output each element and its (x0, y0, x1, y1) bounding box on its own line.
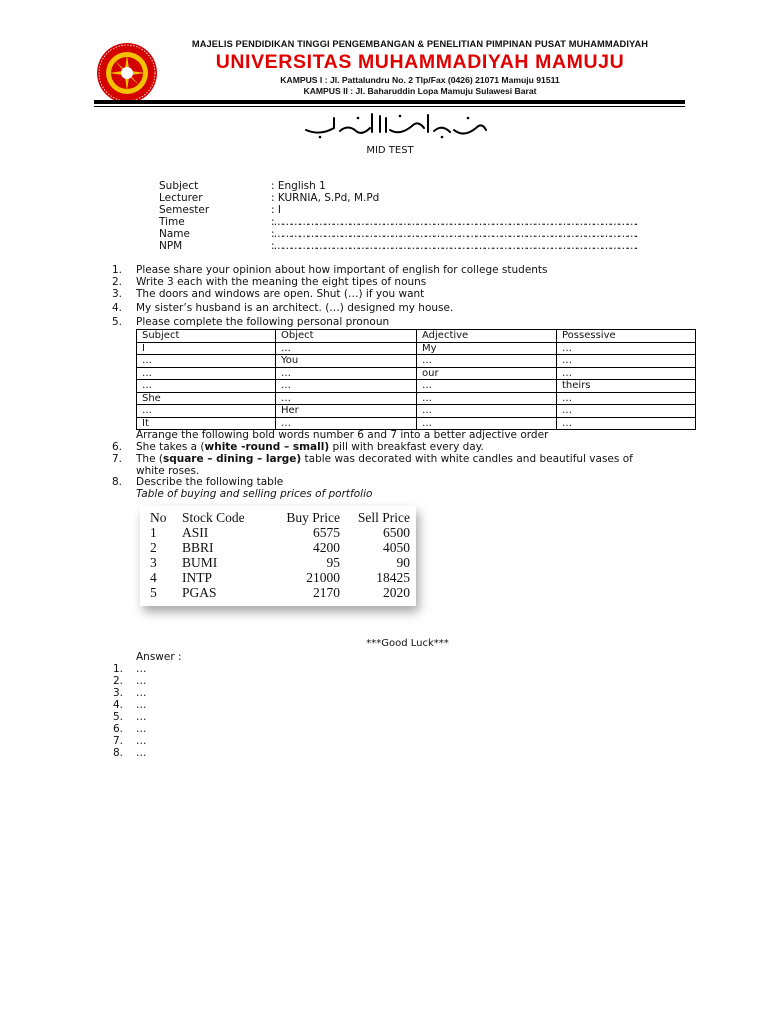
stock-price-table-image (140, 506, 416, 606)
table-cell: I (137, 342, 276, 355)
table-cell: … (557, 367, 696, 380)
table-cell: BBRI (182, 540, 214, 555)
campus-2-address: KAMPUS II : Jl. Baharuddin Lopa Mamuju Sulawesi Barat (303, 86, 537, 96)
identity-label: Time (159, 216, 185, 228)
table-cell: 6575 (313, 525, 340, 540)
identity-value: : I (271, 204, 281, 216)
answer-blank: … (136, 735, 147, 747)
identity-label: Subject (159, 180, 199, 192)
table-cell: 5 (150, 585, 157, 600)
question-number: 4. (112, 302, 123, 314)
table-caption: Table of buying and selling prices of portfolio (136, 488, 373, 500)
table-cell: 4 (150, 570, 157, 585)
table-cell: INTP (182, 570, 212, 585)
answer-number: 2. (113, 675, 124, 687)
table-header-row (137, 330, 696, 343)
table-cell: … (137, 367, 276, 380)
table-cell: 2 (150, 540, 157, 555)
arrange-instruction: Arrange the following bold words number 6 and 7 into a better adjective order (136, 429, 549, 441)
table-header-cell: Adjective (417, 330, 557, 343)
table-row (150, 540, 410, 555)
table-header-cell: No (150, 510, 167, 525)
question-8-text: Describe the following table (136, 476, 284, 488)
identity-value: : KURNIA, S.Pd, M.Pd (271, 192, 380, 204)
pronoun-table (136, 329, 696, 430)
table-cell: 4050 (383, 540, 410, 555)
table-cell: … (417, 417, 557, 430)
table-row (150, 555, 410, 570)
identity-label: NPM (159, 240, 183, 252)
table-cell: our (417, 367, 557, 380)
bold-adjectives: square – dining – large) (162, 453, 302, 465)
identity-label: Semester (159, 204, 210, 216)
table-header-cell: Buy Price (286, 510, 340, 525)
table-cell: 2020 (383, 585, 410, 600)
table-cell: 18425 (376, 570, 410, 585)
table-cell: … (417, 405, 557, 418)
question-6-text: She takes a (white -round – small) pill with breakfast every day. (136, 441, 484, 453)
answer-number: 5. (113, 711, 124, 723)
identity-label: Lecturer (159, 192, 203, 204)
answer-blank: … (136, 723, 147, 735)
header-divider-thick (94, 100, 685, 104)
table-cell: … (276, 380, 417, 393)
good-luck-text: ***Good Luck*** (366, 638, 449, 649)
answer-number: 4. (113, 699, 124, 711)
table-cell: 3 (150, 555, 157, 570)
answer-number: 7. (113, 735, 124, 747)
question-number: 7. (112, 453, 123, 465)
question-4-text: My sister’s husband is an architect. (…) designed my house. (136, 302, 454, 314)
table-cell: … (137, 405, 276, 418)
identity-value: : …………………………………………………………………………………………………………………. (271, 228, 637, 240)
table-row (137, 380, 696, 393)
question-number: 2. (112, 276, 123, 288)
table-cell: … (137, 380, 276, 393)
question-7-text-continued: white roses. (136, 465, 200, 477)
question-3-text: The doors and windows are open. Shut (…) if you want (136, 288, 425, 300)
table-cell: PGAS (182, 585, 217, 600)
table-cell: She (137, 392, 276, 405)
table-cell: 4200 (313, 540, 340, 555)
table-cell: … (417, 392, 557, 405)
table-header-cell: Subject (137, 330, 276, 343)
document-title: MID TEST (366, 145, 414, 156)
answer-blank: … (136, 687, 147, 699)
table-header-row (150, 510, 410, 525)
table-cell: … (557, 342, 696, 355)
table-row (150, 570, 410, 585)
header-divider-thin (94, 106, 685, 107)
question-2-text: Write 3 each with the meaning the eight tipes of nouns (136, 276, 427, 288)
table-cell: theirs (557, 380, 696, 393)
answer-blank: … (136, 711, 147, 723)
table-cell: … (557, 417, 696, 430)
table-cell: 90 (396, 555, 410, 570)
table-cell: 21000 (306, 570, 340, 585)
answer-label: Answer : (136, 651, 182, 663)
table-cell: … (137, 355, 276, 368)
question-number: 8. (112, 476, 123, 488)
answer-blank: … (136, 663, 147, 675)
question-number: 1. (112, 264, 123, 276)
table-cell: … (557, 355, 696, 368)
table-cell: … (276, 367, 417, 380)
table-cell: … (557, 405, 696, 418)
identity-label: Name (159, 228, 190, 240)
table-row (137, 367, 696, 380)
table-cell: … (557, 392, 696, 405)
identity-value: : …………………………………………………………………………………………………………………. (271, 216, 637, 228)
stock-price-table (150, 510, 410, 600)
table-cell: 2170 (313, 585, 340, 600)
table-cell: … (276, 342, 417, 355)
table-row (137, 405, 696, 418)
answer-number: 3. (113, 687, 124, 699)
answer-number: 8. (113, 747, 124, 759)
table-header-cell: Stock Code (182, 510, 245, 525)
table-cell: My (417, 342, 557, 355)
table-row (137, 392, 696, 405)
table-row (150, 585, 410, 600)
bold-adjectives: white -round – small) (204, 441, 330, 453)
table-cell: ASII (182, 525, 209, 540)
table-cell: … (276, 417, 417, 430)
answer-number: 6. (113, 723, 124, 735)
basmala-calligraphy (300, 110, 490, 140)
table-header-cell: Sell Price (357, 510, 410, 525)
table-cell: 95 (326, 555, 340, 570)
council-name: MAJELIS PENDIDIKAN TINGGI PENGEMBANGAN & PENELITIAN PIMPINAN PUSAT MUHAMMADIYAH (191, 39, 649, 49)
answer-blank: … (136, 699, 147, 711)
question-7-text: The (square – dining – large) table was decorated with white candles and beautiful vases of (136, 453, 633, 465)
answer-blank: … (136, 675, 147, 687)
question-1-text: Please share your opinion about how important of english for college students (136, 264, 548, 276)
question-number: 6. (112, 441, 123, 453)
table-header-cell: Possessive (557, 330, 696, 343)
university-logo (96, 42, 158, 104)
answer-blank: … (136, 747, 147, 759)
table-cell: 6500 (383, 525, 410, 540)
table-row (137, 417, 696, 430)
table-cell: … (276, 392, 417, 405)
identity-npm (159, 240, 636, 253)
identity-value: : …………………………………………………………………………………………………………………. (271, 240, 637, 252)
table-cell: … (417, 380, 557, 393)
answer-number: 1. (113, 663, 124, 675)
table-header-cell: Object (276, 330, 417, 343)
table-cell: BUMI (182, 555, 218, 570)
campus-1-address: KAMPUS I : Jl. Pattalundru No. 2 Tlp/Fax (0426) 21071 Mamuju 91511 (280, 75, 560, 85)
identity-value: : English 1 (271, 180, 326, 192)
table-row (137, 355, 696, 368)
table-row (137, 342, 696, 355)
question-number: 5. (112, 316, 123, 328)
question-number: 3. (112, 288, 123, 300)
table-cell: … (417, 355, 557, 368)
university-name: UNIVERSITAS MUHAMMADIYAH MAMUJU (215, 51, 625, 73)
table-cell: You (276, 355, 417, 368)
table-cell: 1 (150, 525, 157, 540)
question-5-text: Please complete the following personal pronoun (136, 316, 390, 328)
table-cell: Her (276, 405, 417, 418)
table-cell: It (137, 417, 276, 430)
table-row (150, 525, 410, 540)
